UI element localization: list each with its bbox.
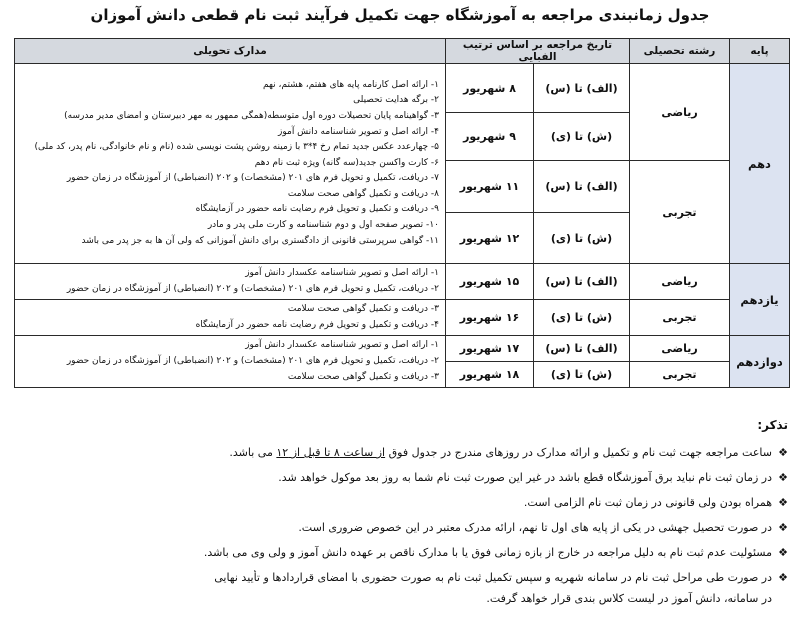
date-cell: ۱۷ شهریور: [445, 336, 533, 362]
letters-cell: (ش) تا (ی): [534, 300, 630, 336]
list-item: [28, 495, 788, 510]
docs-cell: [15, 336, 446, 388]
header-date: تاریخ مراجعه بر اساس ترتیب الفبایی: [445, 39, 629, 64]
field-cell: تجربی: [630, 362, 730, 388]
table-row: [15, 64, 790, 113]
doc-item: ۲- دریافت، تکمیل و تحویل فرم های ۲۰۱ (مشخصات) و ۲۰۲ (انضباطی) از آموزشگاه در زمان حضور: [66, 283, 439, 294]
note-text: در صورت تحصیل جهشی در یکی از پایه های اول تا نهم، ارائه مدرک معتبر در این خصوص ضروری است.: [298, 521, 772, 534]
date-cell: ۱۵ شهریور: [445, 264, 533, 300]
diamond-bullet-icon: ❖: [778, 521, 788, 534]
date-cell: ۸ شهریور: [445, 64, 533, 113]
schedule-table: [14, 38, 790, 388]
page-title: جدول زمانبندی مراجعه به آموزشگاه جهت تکمیل فرآیند ثبت نام قطعی دانش آموزان: [90, 6, 710, 24]
note-underlined: از ساعت ۸ تا قبل از ۱۲: [276, 446, 386, 459]
diamond-bullet-icon: ❖: [778, 546, 788, 559]
date-cell: ۱۸ شهریور: [445, 362, 533, 388]
doc-item: ۴- ارائه اصل و تصویر شناسنامه دانش آموز: [278, 126, 439, 137]
doc-item: ۳- دریافت و تکمیل گواهی صحت سلامت: [287, 304, 439, 315]
header-base: پایه: [730, 39, 790, 64]
note-text: همراه بودن ولی قانونی در زمان ثبت نام الزامی است.: [523, 496, 772, 509]
diamond-bullet-icon: ❖: [778, 571, 788, 584]
doc-item: ۱- ارائه اصل و تصویر شناسنامه عکسدار دانش آموز: [245, 340, 439, 351]
note-text: در زمان ثبت نام نباید برق آموزشگاه قطع باشد در غیر این صورت ثبت نام شما به روز بعد موکول خواهد شد.: [278, 471, 772, 484]
note-text: ساعت مراجعه جهت ثبت نام و تکمیل و ارائه مدارک در روزهای مندرج در جدول فوق: [385, 446, 772, 459]
date-cell: ۱۶ شهریور: [445, 300, 533, 336]
doc-item: ۱- ارائه اصل و تصویر شناسنامه عکسدار دانش آموز: [245, 268, 439, 278]
doc-item: ۱۰- تصویر صفحه اول و دوم شناسنامه و کارت ملی پدر و مادر: [207, 220, 439, 231]
doc-item: ۱- ارائه اصل کارنامه پایه های هفتم، هشتم، نهم: [263, 79, 439, 90]
table-row: [15, 336, 790, 362]
note-text: مسئولیت عدم ثبت نام به دلیل مراجعه در خارج از بازه زمانی فوق یا با مدارک ناقص بر عهده دانش آموز و ولی وی می باشد.: [203, 546, 772, 559]
grade-cell: دوازدهم: [730, 336, 790, 388]
doc-item: ۷- دریافت، تکمیل و تحویل فرم های ۲۰۱ (مشخصات) و ۲۰۲ (انضباطی) از آموزشگاه در زمان حضور: [66, 173, 439, 184]
note-continuation: در سامانه، دانش آموز در لیست کلاس بندی قرار خواهد گرفت.: [486, 592, 772, 605]
letters-cell: (ش) تا (ی): [534, 362, 630, 388]
diamond-bullet-icon: ❖: [778, 446, 788, 459]
doc-item: ۹- دریافت و تکمیل و تحویل فرم رضایت نامه حضور در آزمایشگاه: [195, 204, 439, 215]
date-cell: ۱۱ شهریور: [445, 161, 533, 213]
grade-cell: یازدهم: [730, 264, 790, 336]
header-field: رشته تحصیلی: [630, 39, 730, 64]
list-item: [28, 445, 788, 460]
date-cell: ۱۲ شهریور: [445, 213, 533, 264]
letters-cell: (الف) تا (س): [534, 161, 630, 213]
field-cell: ریاضی: [630, 336, 730, 362]
date-cell: ۹ شهریور: [445, 113, 533, 161]
letters-cell: (الف) تا (س): [534, 264, 630, 300]
doc-item: ۲- دریافت، تکمیل و تحویل فرم های ۲۰۱ (مشخصات) و ۲۰۲ (انضباطی) از آموزشگاه در زمان حضور: [66, 356, 439, 367]
note-text: در صورت طی مراحل ثبت نام در سامانه شهریه و سپس تکمیل ثبت نام به صورت حضوری با امضای قراردادها و تأیید نهایی: [214, 571, 772, 584]
field-cell: ریاضی: [630, 64, 730, 161]
doc-item: ۳- دریافت و تکمیل گواهی صحت سلامت: [287, 371, 439, 382]
table-row: [15, 264, 790, 300]
list-item: [28, 545, 788, 560]
diamond-bullet-icon: ❖: [778, 471, 788, 484]
list-item: [28, 570, 788, 606]
doc-item: ۳- گواهینامه پایان تحصیلات دوره اول متوسطه(همگی ممهور به مهر دبیرستان و امضای مدیر مدرسه): [64, 110, 439, 121]
doc-item: ۸- دریافت و تکمیل گواهی صحت سلامت: [287, 188, 439, 199]
header-docs: مدارک تحویلی: [15, 39, 446, 64]
doc-item: ۱۱- گواهی سرپرستی قانونی از دادگستری برای دانش آموزانی که ولی آن ها به جز پدر می باشد: [81, 235, 439, 246]
grade-cell: دهم: [730, 64, 790, 264]
table-header-row: [15, 39, 790, 64]
notes-list: [28, 445, 788, 616]
notes-title: تذکر:: [757, 418, 788, 432]
letters-cell: (ش) تا (ی): [534, 113, 630, 161]
table-row: [15, 300, 790, 336]
field-cell: ریاضی: [630, 264, 730, 300]
docs-cell: [15, 300, 446, 336]
diamond-bullet-icon: ❖: [778, 496, 788, 509]
list-item: [28, 520, 788, 535]
field-cell: تجربی: [630, 161, 730, 264]
doc-item: ۵- چهارعدد عکس جدید تمام رخ ۴*۳ با زمینه روشن پشت نویسی شده (نام و نام خانوادگی، نام پدر، کد ملی): [34, 142, 439, 153]
letters-cell: (الف) تا (س): [534, 64, 630, 113]
letters-cell: (الف) تا (س): [534, 336, 630, 362]
list-item: [28, 470, 788, 485]
field-cell: تجربی: [630, 300, 730, 336]
doc-item: ۲- برگه هدایت تحصیلی: [353, 95, 439, 106]
doc-item: ۴- دریافت و تکمیل و تحویل فرم رضایت نامه حضور در آزمایشگاه: [195, 319, 439, 330]
doc-item: ۶- کارت واکسن جدید(سه گانه) ویژه ثبت نام دهم: [254, 157, 439, 168]
docs-cell: [15, 64, 446, 264]
docs-cell: [15, 264, 446, 300]
letters-cell: (ش) تا (ی): [534, 213, 630, 264]
note-text: می باشد.: [229, 446, 277, 459]
